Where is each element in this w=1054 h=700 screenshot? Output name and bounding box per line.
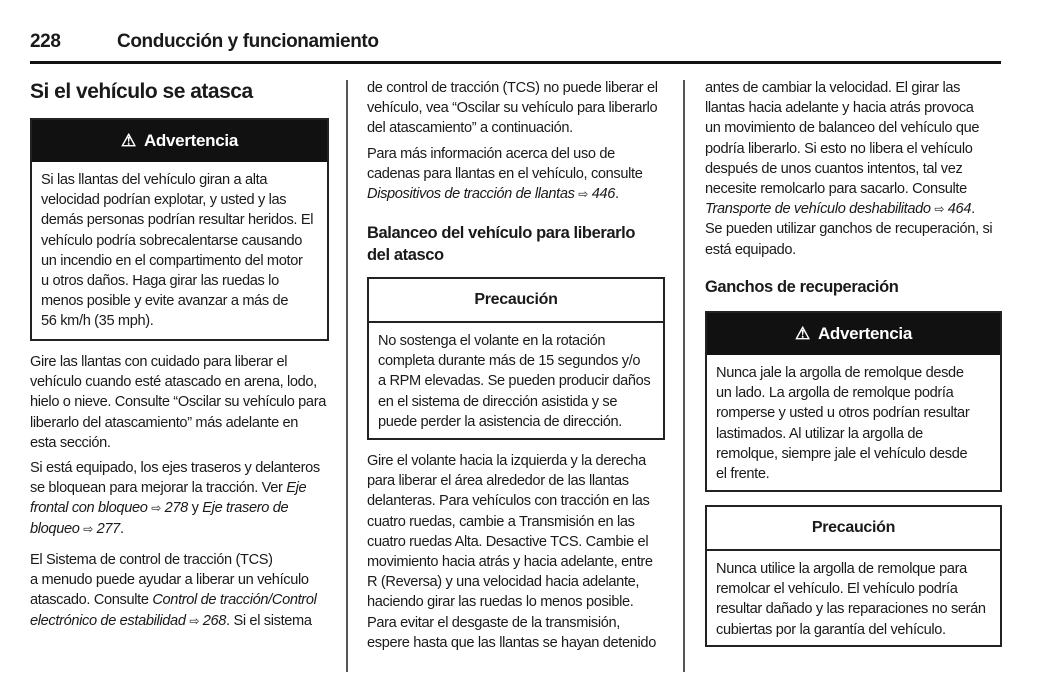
text-line: Nunca utilice la argolla de remolque para <box>716 561 967 577</box>
text-line: R (Reversa) y una velocidad hacia adelante, <box>367 574 640 591</box>
text-segment: necesite remolcarlo para sacarlo. Consulte <box>705 181 967 198</box>
text-segment: y <box>187 500 203 517</box>
text-line: u otros daños. Haga girar las ruedas lo <box>41 273 279 290</box>
page-reference-arrow-icon: ⇨ <box>578 187 588 202</box>
warning-text <box>32 162 327 332</box>
text-line <box>705 199 992 219</box>
warning-text <box>707 355 1000 484</box>
text-line: un lado. La argolla de remolque podría <box>716 385 954 402</box>
cross-reference-link: Transporte de vehículo deshabilitado <box>705 201 935 218</box>
warning-title: Advertencia <box>817 324 912 343</box>
cross-reference-link: 464 <box>944 201 972 218</box>
text-line: resultar dañado y las reparaciones no serán <box>716 601 986 618</box>
text-segment: está equipado. <box>705 241 796 258</box>
text-line: cuatro ruedas, cambie a Transmisión en las <box>367 513 635 530</box>
text-line: remolque, siempre jale el vehículo desde <box>716 445 968 462</box>
text-line: Balanceo del vehículo para liberarlo <box>367 224 636 242</box>
text-line: remolcar el vehículo. El vehículo podría <box>716 581 958 598</box>
text-segment: a menudo puede ayudar a liberar un vehículo <box>30 572 309 589</box>
text-line: Si las llantas del vehículo giran a alta <box>41 172 268 188</box>
text-line: vehículo cuando esté atascado en arena, lodo, <box>30 374 317 391</box>
text-line: completa durante más de 15 segundos y/o <box>378 353 641 370</box>
text-line <box>705 219 992 239</box>
text-line: hielo o nieve. Consulte “Oscilar su vehículo para <box>30 394 326 411</box>
text-line: puede perder la asistencia de dirección. <box>378 413 622 430</box>
section-title: Conducción y funcionamiento <box>117 31 379 52</box>
text-segment: Para más información acerca del uso de <box>367 146 615 162</box>
cross-reference-link: Eje <box>286 480 307 497</box>
column-divider <box>346 80 348 672</box>
warning-title: Advertencia <box>143 131 238 150</box>
text-line: vehículo podría sobrecalentarse causando <box>41 232 303 249</box>
text-line: menos posible y evite avanzar a más de <box>41 293 289 310</box>
cross-reference-link: 268 <box>199 612 227 629</box>
paragraph <box>367 144 643 205</box>
caution-box <box>367 277 665 440</box>
paragraph <box>30 352 326 453</box>
text-line: cubiertas por la garantía del vehículo. <box>716 621 946 638</box>
cross-reference-link: 278 <box>160 500 188 517</box>
text-line: espere hasta que las llantas se hayan detenido <box>367 634 656 651</box>
text-line: 56 km/h (35 mph). <box>41 313 154 330</box>
text-line: el frente. <box>716 466 770 483</box>
text-line: del atascamiento” a continuación. <box>367 120 573 137</box>
text-segment: después de unos cuantos intentos, tal vez <box>705 160 963 177</box>
text-segment: llantas hacia adelante y hacia atrás provoca <box>705 100 974 117</box>
text-line: demás personas podrían resultar heridos. El <box>41 212 314 229</box>
text-line <box>367 184 643 204</box>
cross-reference-link: electrónico de estabilidad <box>30 612 190 629</box>
paragraph <box>705 78 992 260</box>
caution-text <box>707 551 1000 640</box>
text-line: haciendo girar las ruedas lo menos posible. <box>367 594 634 611</box>
text-line <box>30 611 316 631</box>
cross-reference-link: bloqueo <box>30 520 84 537</box>
warning-triangle-icon: ⚠ <box>795 324 810 343</box>
paragraph <box>367 451 656 653</box>
subsection-heading: Ganchos de recuperación <box>705 278 899 296</box>
text-segment: un movimiento de balanceo del vehículo que <box>705 120 980 137</box>
text-segment: . <box>971 201 975 218</box>
text-segment: . <box>615 186 619 203</box>
caution-box <box>705 505 1002 647</box>
text-line <box>30 498 320 518</box>
text-line: Nunca jale la argolla de remolque desde <box>716 365 964 381</box>
warning-header <box>32 120 327 162</box>
text-line <box>705 179 992 199</box>
text-line <box>30 519 320 539</box>
caution-title: Precaución <box>369 279 663 323</box>
text-line <box>367 144 643 164</box>
text-line <box>705 159 992 179</box>
paragraph <box>30 458 320 539</box>
text-segment: . Si el sistema <box>226 612 312 629</box>
paragraph <box>367 78 658 139</box>
text-line <box>705 118 992 138</box>
text-line: en el sistema de dirección asistida y se <box>378 393 618 410</box>
text-line <box>705 139 992 159</box>
page-reference-arrow-icon: ⇨ <box>151 501 161 516</box>
text-line <box>30 570 316 590</box>
text-line: a RPM elevadas. Se pueden producir daños <box>378 373 651 390</box>
column-divider <box>683 80 685 672</box>
text-line <box>30 590 316 610</box>
text-line: un incendio en el compartimento del motor <box>41 252 303 269</box>
page-reference-arrow-icon: ⇨ <box>934 202 945 217</box>
text-line: para liberar el área alrededor de las llantas <box>367 473 629 490</box>
text-segment: atascado. Consulte <box>30 592 153 609</box>
text-line <box>30 478 320 498</box>
text-line <box>30 458 320 478</box>
cross-reference-link: 446 <box>588 186 616 203</box>
text-segment: cadenas para llantas en el vehículo, consulte <box>367 166 643 183</box>
text-line: del atasco <box>367 246 444 264</box>
text-line: movimiento hacia atrás y hacia adelante, entre <box>367 554 653 571</box>
text-line: esta sección. <box>30 434 111 451</box>
text-line <box>705 98 992 118</box>
page-reference-arrow-icon: ⇨ <box>189 613 200 628</box>
caution-text <box>369 323 663 432</box>
warning-triangle-icon: ⚠ <box>121 131 136 150</box>
cross-reference-link: Dispositivos de tracción de llantas <box>367 186 579 203</box>
caution-title: Precaución <box>707 507 1000 551</box>
text-line: lastimados. Al utilizar la argolla de <box>716 425 923 442</box>
subsection-heading <box>367 222 635 266</box>
warning-header <box>707 313 1000 355</box>
paragraph <box>30 550 316 631</box>
text-line: de control de tracción (TCS) no puede liberar el <box>367 80 658 96</box>
text-line: romperse y usted u otros podrían resultar <box>716 405 970 422</box>
section-heading: Si el vehículo se atasca <box>30 80 253 103</box>
text-line: velocidad podrían explotar, y usted y las <box>41 192 287 209</box>
text-line: delanteras. Para vehículos con tracción en las <box>367 493 650 510</box>
text-line <box>367 164 643 184</box>
cross-reference-link: 277 <box>92 520 120 537</box>
text-line <box>705 240 992 260</box>
text-line: Gire las llantas con cuidado para liberar el <box>30 354 288 370</box>
text-segment: Se pueden utilizar ganchos de recuperación, si <box>705 221 993 238</box>
text-line: liberarlo del atascamiento” más adelante en <box>30 414 299 431</box>
text-line: Gire el volante hacia la izquierda y la derecha <box>367 453 646 469</box>
cross-reference-link: Control de tracción/Control <box>152 592 317 609</box>
cross-reference-link: Eje trasero de <box>202 500 289 517</box>
text-line: No sostenga el volante en la rotación <box>378 333 606 349</box>
text-segment: se bloquean para mejorar la tracción. Ver <box>30 480 287 497</box>
text-line <box>30 550 316 570</box>
text-segment: Si está equipado, los ejes traseros y delanteros <box>30 460 320 476</box>
cross-reference-link: frontal con bloqueo <box>30 500 152 517</box>
text-segment: podría liberarlo. Si esto no libera el vehículo <box>705 140 973 157</box>
text-line: vehículo, vea “Oscilar su vehículo para liberarlo <box>367 100 658 117</box>
warning-box <box>30 118 329 341</box>
text-segment: antes de cambiar la velocidad. El girar las <box>705 80 961 96</box>
page-number: 228 <box>30 31 61 52</box>
text-segment: El Sistema de control de tracción (TCS) <box>30 552 273 568</box>
header-rule <box>30 61 1001 64</box>
text-line: Para evitar el desgaste de la transmisión, <box>367 614 620 631</box>
text-line: cuatro ruedas Alta. Desactive TCS. Cambie el <box>367 533 649 550</box>
text-segment: . <box>119 520 124 537</box>
page-reference-arrow-icon: ⇨ <box>83 521 93 536</box>
text-line <box>705 78 992 98</box>
warning-box <box>705 311 1002 492</box>
